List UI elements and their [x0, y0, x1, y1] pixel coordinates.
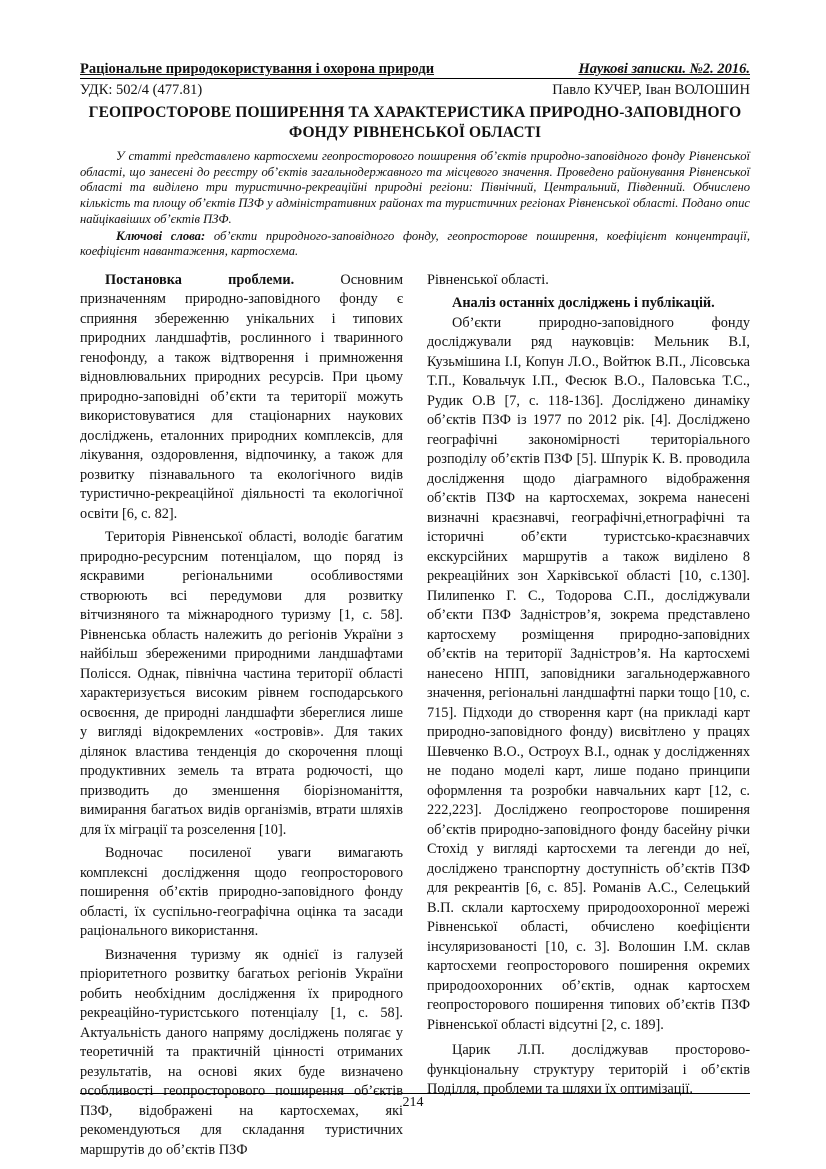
- paragraph-text: Основним призначенням природно-заповідного фонду є сприяння збереженню унікальних і типових природних ландшафтів, рослинного і тваринного генофонду, а також відтворення і примноження відновлювальних природних ресурсів. При цьому природно-заповідні об’єкти та території можуть використовуватися для стаціонарних наукових досліджень, еталонних природних комплексів, для лікування, оздоровлення, відпочинку, а також для розвитку пізнавального та екологічного видів туристично-рекреаційної діяльності та екологічної освіти [6, с. 82].: [80, 271, 403, 522]
- footer-rule: [80, 1093, 750, 1094]
- meta-row: [80, 80, 750, 100]
- abstract: У статті представлено картосхеми геопросторового поширення об’єктів природно-заповідного фонду Рівненської області, що занесені до реєстру об’єктів загальнодержавного та місцевого значення. Проведено районування Рівненської області та виділено три туристично-рекреаційні природні регіони: Північний, Центральний, Південний. Обчислено кількість та площу об’єктів ПЗФ у адміністративних районах та туристичних регіонах Рівненської області. Подано опис найцікавіших об’єктів ПЗФ.: [80, 149, 750, 226]
- running-head: [80, 60, 750, 79]
- journal-issue: Наукові записки. №2. 2016.: [578, 61, 750, 77]
- paragraph: Об’єкти природно-заповідного фонду досліджували ряд науковців: Мельник В.І, Кузьмішина І.І, Копун Л.О., Войтюк В.П., Лісовська Т.П., Ковальчук І.П., Фесюк В.О., Паловська Т.С., Рудик О.В [7, с. 118-136]. Досліджено динаміку об’єктів ПЗФ із 1977 по 2012 рік. [4]. Досліджено географічні закономірності територіального розподілу об’єктів ПЗФ [5]. Шпурік К. В. проводила дослідження щодо діаграмного відображення об’єктів ПЗФ на картосхемах, зокрема нанесені визначні краєзнавчі, географічні,етнографічні та історичні об’єкти туристсько-краєзнавчих екскурсійних маршрутів а також виділено 8 рекреаційних зон Харківської області [10, с.130]. Пилипенко Г. С., Тодорова С.П., досліджували об’єкти ПЗФ Задністров’я, зокрема представлено картосхему розміщення природно-заповідних об’єктів на території Задністров’я. На картосхемі нанесено НПП, заповідники загальнодержавного значення, регіональні ландшафтні парки тощо [10, с. 715]. Підходи до створення карт (на прикладі карт природно-заповідного фонду) висвітлено у працях Шевченко В.О., Остроух В.І., однак у дослідженнях не подано моделі карт, лише подано принципи оформлення та розробки навчальних карт [12, с. 222,223]. Досліджено геопросторове поширення об’єктів природно-заповідного фонду басейну річки Стохід у вигляді картосхеми та легенди до неї, досліджено транспортну доступність об’єктів ПЗФ для рекреантів [6, с. 85]. Романів А.С., Селецький В.П. склали картосхему природоохоронної мережі Рівненської області, обчислено коефіцієнти інсуляризованості [10, с. 3]. Волошин І.М. склав картосхеми геопросторового поширення окремих природоохоронних об’єктів, однак картосхем геопросторового поширення типових об’єктів ПЗФ Рівненської області відсутні [2, с. 189].: [427, 314, 750, 1033]
- keywords-text: об’єкти природного-заповідного фонду, геопросторове поширення, коефіцієнт концентрації, коефіцієнт навантаження, картосхема.: [80, 228, 751, 259]
- authors: Павло КУЧЕР, Іван ВОЛОШИН: [552, 82, 750, 98]
- paragraph: Царик Л.П. досліджував просторово-функціональну структуру територій і об’єктів Поділля, проблеми та шляхи їх оптимізації.: [427, 1042, 750, 1098]
- page-number: 214: [402, 1095, 424, 1110]
- article-title: ГЕОПРОСТОРОВЕ ПОШИРЕННЯ ТА ХАРАКТЕРИСТИКА ПРИРОДНО-ЗАПОВІДНОГО ФОНДУ РІВНЕНСЬКОЇ ОБЛАСТІ: [88, 104, 742, 141]
- right-column: [427, 271, 750, 1161]
- paragraph: Визначення туризму як однієї із галузей пріоритетного розвитку багатьох регіонів України робить необхідним дослідження їх природного рекреаційно-туристського потенціалу [1, с. 58]. Актуальність даного напряму досліджень полягає у теоретичній та практичній цінності отриманих результатів, на основі яких буде визначено особливості геопросторового поширення об’єктів ПЗФ, відображені на картосхемах, які рекомендуються для складання туристичних маршрутів до об’єктів ПЗФ: [80, 946, 403, 1158]
- paragraph: Територія Рівненської області, володіє багатим природно-ресурсним потенціалом, що поряд із яскравими регіональними особливостями створюють всі передумови для розвитку вітчизняного та міжнародного туризму [1, с. 58]. Рівненська область належить до регіонів України з найбільш збереженими природними ландшафтами Полісся. Однак, північна частина території області характеризується високим рівнем господарського освоєння, де природні ландшафти збереглися лише у вигляді відокремлених «островів». Для таких ділянок властива тенденція до скорочення площі продуктивних земель та втрата родючості, що призводить до зменшення біорізноманіття, вимирання багатьох видів організмів, втрати шляхів для їх міграції та розселення [10].: [80, 529, 403, 838]
- udc-code: УДК: 502/4 (477.81): [80, 82, 203, 98]
- section-heading-analysis: Аналіз останніх досліджень і публікацій.: [452, 295, 715, 312]
- journal-section: Раціональне природокористування і охорона природи: [80, 61, 435, 77]
- article-page: [80, 60, 750, 1160]
- paragraph-continuation: Рівненської області.: [427, 271, 549, 288]
- paragraph: Водночас посиленої уваги вимагають комплексні дослідження щодо геопросторового поширення об’єктів природно-заповідного фонду області, їх суспільно-географічна оцінка та засади раціонального використання.: [80, 845, 403, 940]
- keywords-label: Ключові слова:: [116, 228, 206, 243]
- paragraph: [80, 271, 403, 525]
- section-heading-problem: Постановка проблеми.: [105, 271, 295, 288]
- keywords: [80, 229, 750, 260]
- body-columns: [80, 271, 750, 1161]
- left-column: [80, 271, 403, 1161]
